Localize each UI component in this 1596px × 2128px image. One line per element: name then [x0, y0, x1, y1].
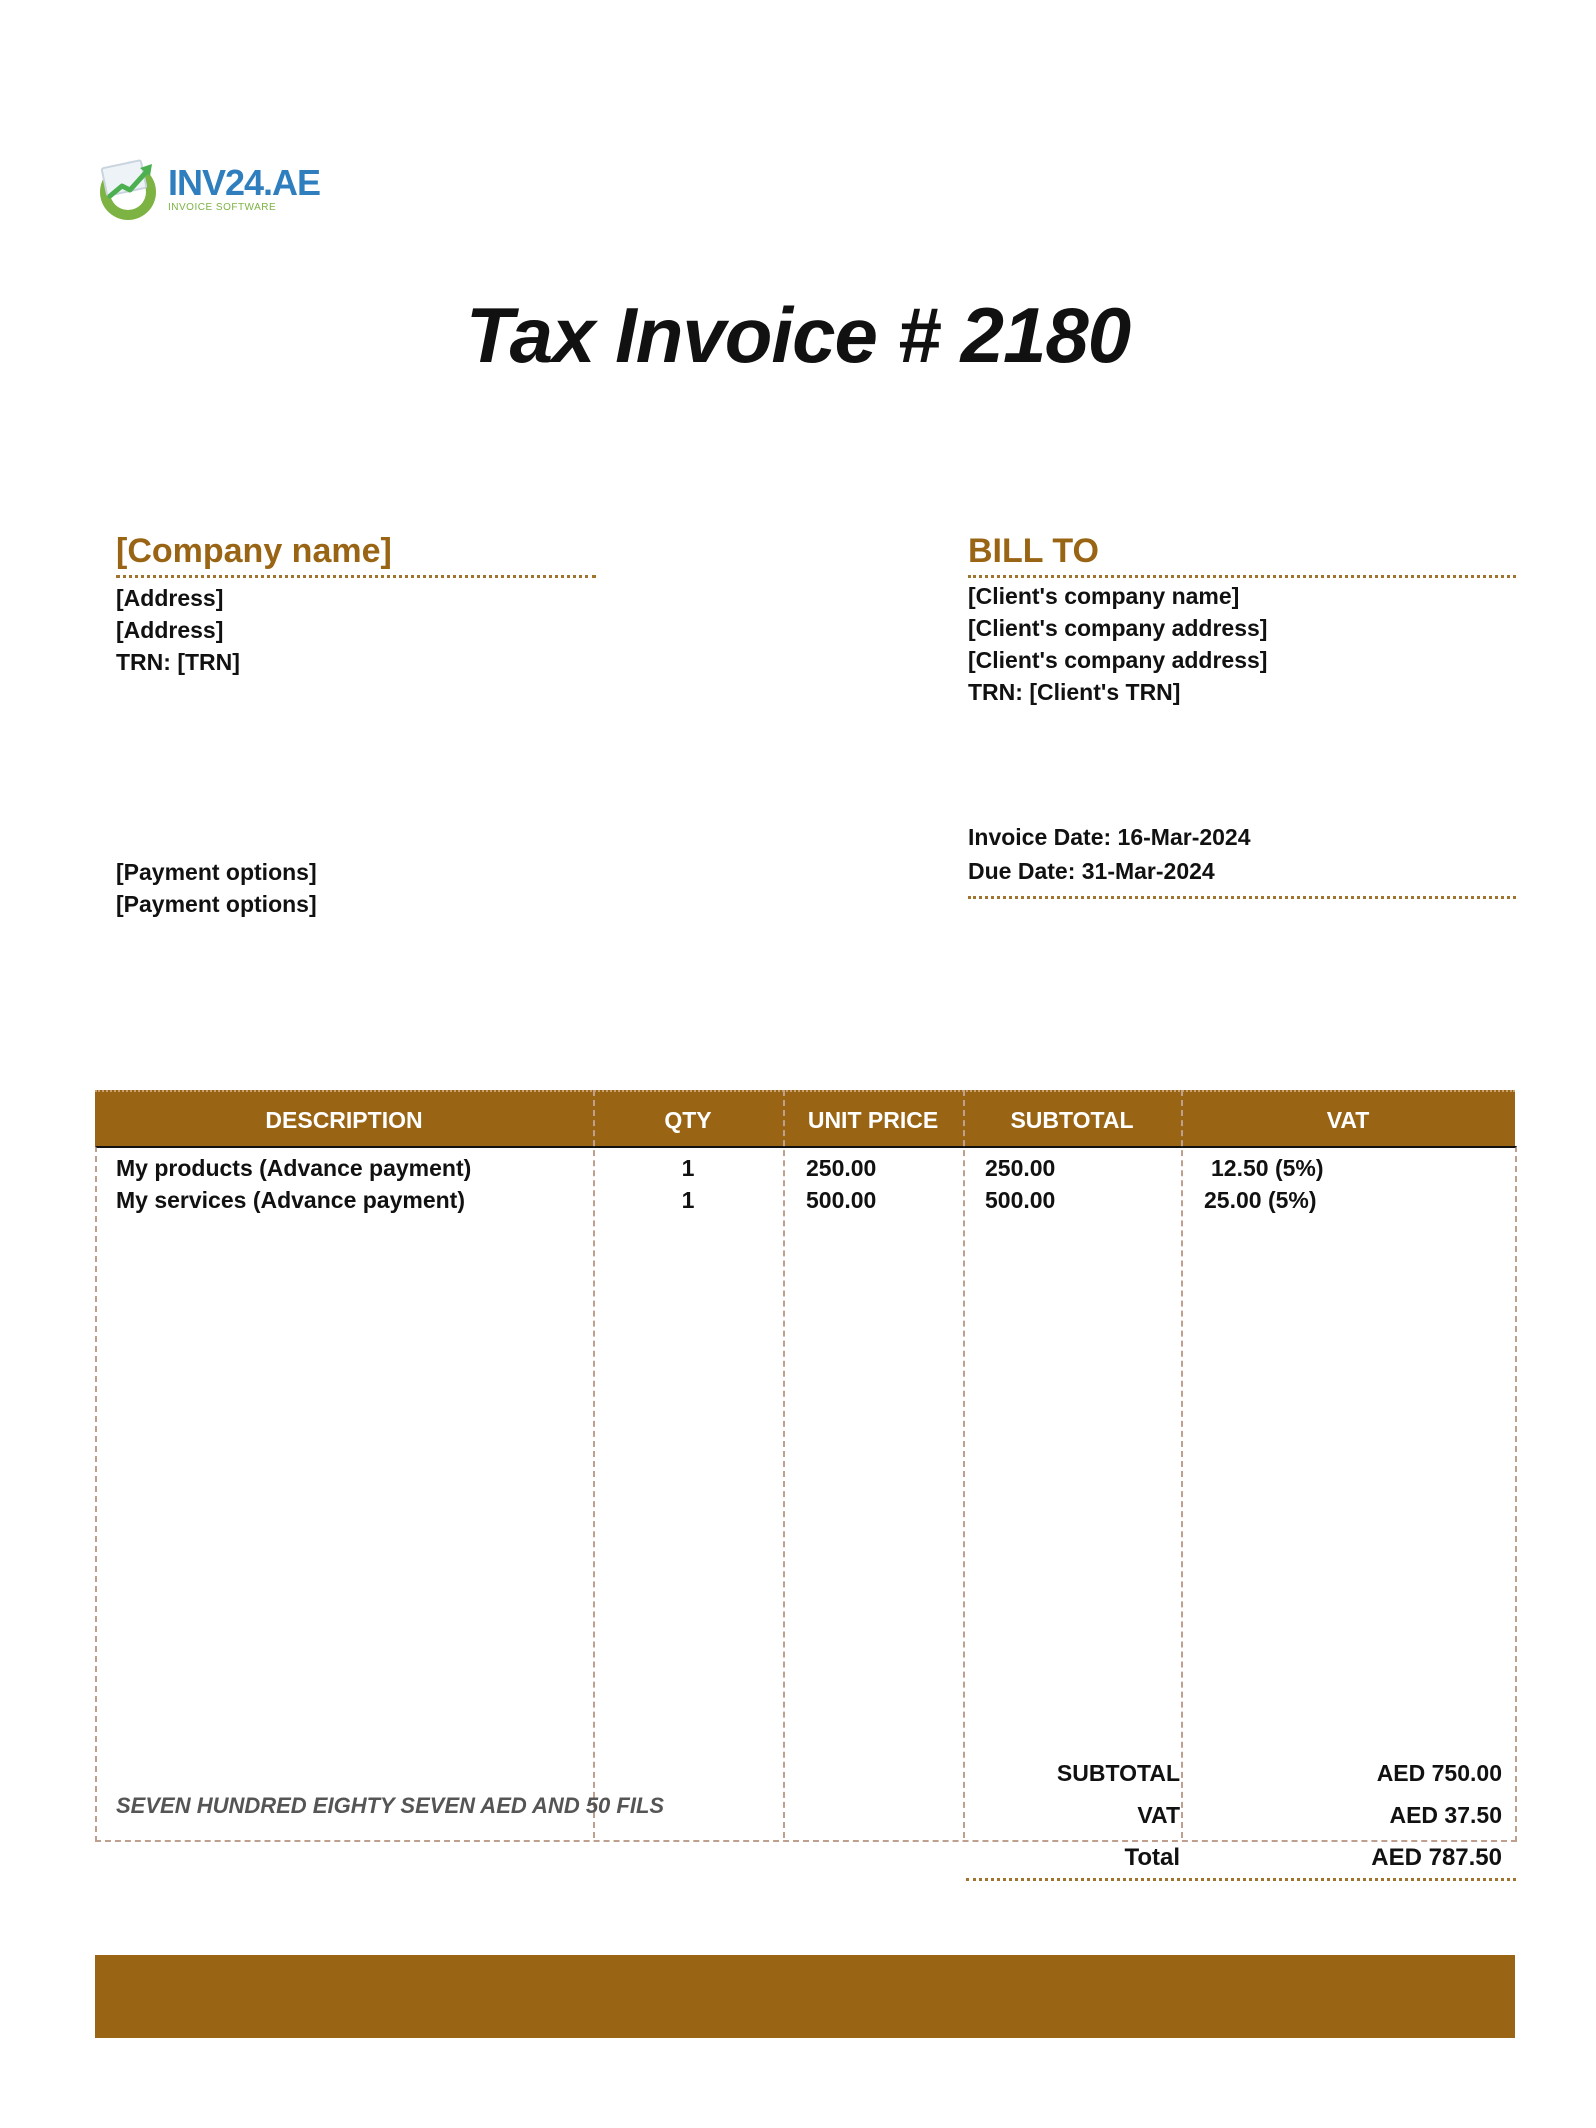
invoice-title: Tax Invoice # 2180 — [465, 291, 1131, 379]
company-address-1: [Address] — [116, 585, 224, 611]
amount-in-words: SEVEN HUNDRED EIGHTY SEVEN AED AND 50 FILS — [116, 1793, 665, 1818]
header-subtotal: SUBTOTAL — [1010, 1107, 1134, 1133]
header-vat: VAT — [1326, 1107, 1370, 1133]
row-subtotal: 500.00 — [985, 1187, 1056, 1213]
bill-to-details — [968, 580, 1267, 708]
vat-label: VAT — [1137, 1802, 1180, 1828]
header-unit-price: UNIT PRICE — [807, 1107, 939, 1133]
vat-value: AED 37.50 — [1389, 1802, 1502, 1828]
company-trn: TRN: [TRN] — [116, 649, 240, 675]
invoice-date: Invoice Date: 16-Mar-2024 — [968, 824, 1251, 850]
payment-option-2: [Payment options] — [116, 891, 317, 917]
bill-to-title: BILL TO — [968, 532, 1516, 578]
row-qty: 1 — [681, 1187, 695, 1213]
client-address-1: [Client's company address] — [968, 615, 1268, 641]
client-address-2: [Client's company address] — [968, 647, 1268, 673]
total-label: Total — [1124, 1844, 1180, 1871]
payment-option-1: [Payment options] — [116, 859, 317, 885]
row-description: My services (Advance payment) — [116, 1187, 465, 1213]
items-table — [95, 1090, 1515, 1750]
footer-bar — [95, 1955, 1515, 2038]
logo-brand-text: INV24.AE — [168, 162, 321, 203]
column-divider — [783, 1090, 785, 1838]
row-unit-price: 250.00 — [806, 1155, 877, 1181]
row-unit-price: 500.00 — [806, 1187, 877, 1213]
subtotal-value: AED 750.00 — [1376, 1760, 1502, 1786]
row-subtotal: 250.00 — [985, 1155, 1056, 1181]
logo-tagline: INVOICE SOFTWARE — [168, 202, 277, 213]
invoice-dates — [968, 820, 1516, 899]
logo-icon — [96, 152, 164, 224]
due-date: Due Date: 31-Mar-2024 — [968, 858, 1215, 884]
row-qty: 1 — [681, 1155, 695, 1181]
table-header — [95, 1090, 1515, 1148]
company-address-2: [Address] — [116, 617, 224, 643]
client-trn: TRN: [Client's TRN] — [968, 679, 1181, 705]
header-qty: QTY — [664, 1107, 712, 1133]
column-divider — [1181, 1090, 1183, 1838]
table-body — [95, 1146, 1517, 1842]
row-vat: 25.00 (5%) — [1204, 1187, 1317, 1213]
payment-options — [116, 856, 317, 920]
client-company-name: [Client's company name] — [968, 583, 1240, 609]
company-logo — [96, 152, 321, 224]
company-details — [116, 582, 240, 678]
header-description: DESCRIPTION — [265, 1107, 423, 1133]
row-description: My products (Advance payment) — [116, 1155, 472, 1181]
totals-block — [966, 1758, 1516, 1881]
column-divider — [963, 1090, 965, 1838]
company-name: [Company name] — [116, 532, 596, 578]
subtotal-label: SUBTOTAL — [1056, 1760, 1180, 1786]
row-vat: 12.50 (5%) — [1211, 1155, 1324, 1181]
total-value: AED 787.50 — [1371, 1844, 1502, 1871]
